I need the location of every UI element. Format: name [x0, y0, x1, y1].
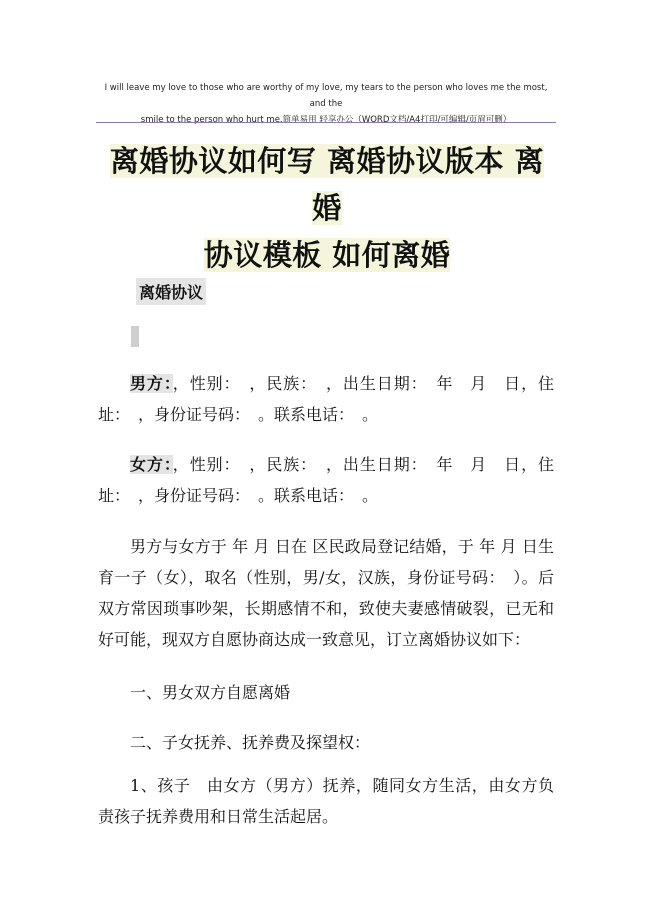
header-info-line: smile to the person who hurt me.简单易用 轻享办公（WORD文档/A4打印/可编辑/页眉可删）	[140, 115, 512, 125]
clause-2: 二、子女抚养、抚养费及探望权：	[130, 733, 371, 752]
female-party-details: ，性别： ，民族： ，出生日期： 年 月 日，住址： ，身份证号码： 。联系电话： 。	[98, 455, 554, 505]
header-quote-line: I will leave my love to those who are worthy of my love, my tears to the person who loves me the most, and the	[104, 83, 548, 109]
clause-1: 一、男女双方自愿离婚	[130, 683, 291, 702]
title-line-2: 协议模板 如何离婚	[203, 238, 451, 272]
clause-2-1: 1、孩子 由女方（男方）抚养，随同女方生活，由女方负责孩子抚养费用和日常生活起居。	[98, 776, 554, 826]
page-header	[96, 80, 556, 128]
section-heading: 离婚协议	[136, 278, 206, 305]
male-party-details: ，性别： ，民族： ，出生日期： 年 月 日，住址： ，身份证号码： 。联系电话： 。	[98, 374, 554, 424]
male-party-label: 男方：	[130, 374, 173, 393]
female-party-label: 女方：	[130, 455, 173, 474]
male-party-paragraph	[98, 368, 554, 430]
intro-paragraph: 男方与女方于 年 月 日在 区民政局登记结婚，于 年 月 日生育一子（女），取名（性别，男/女，汉族，身份证号码： ）。后双方常因琐事吵架，长期感情不和，致使夫妻感情破裂，已无和好可能，现双方自愿协商达成一致意见，订立离婚协议如下：	[98, 537, 554, 649]
document-title	[98, 138, 556, 279]
female-party-paragraph	[98, 449, 554, 511]
title-line-1: 离婚协议如何写 离婚协议版本 离婚	[109, 144, 545, 225]
header-divider	[96, 122, 556, 123]
placeholder-mark	[131, 326, 139, 347]
